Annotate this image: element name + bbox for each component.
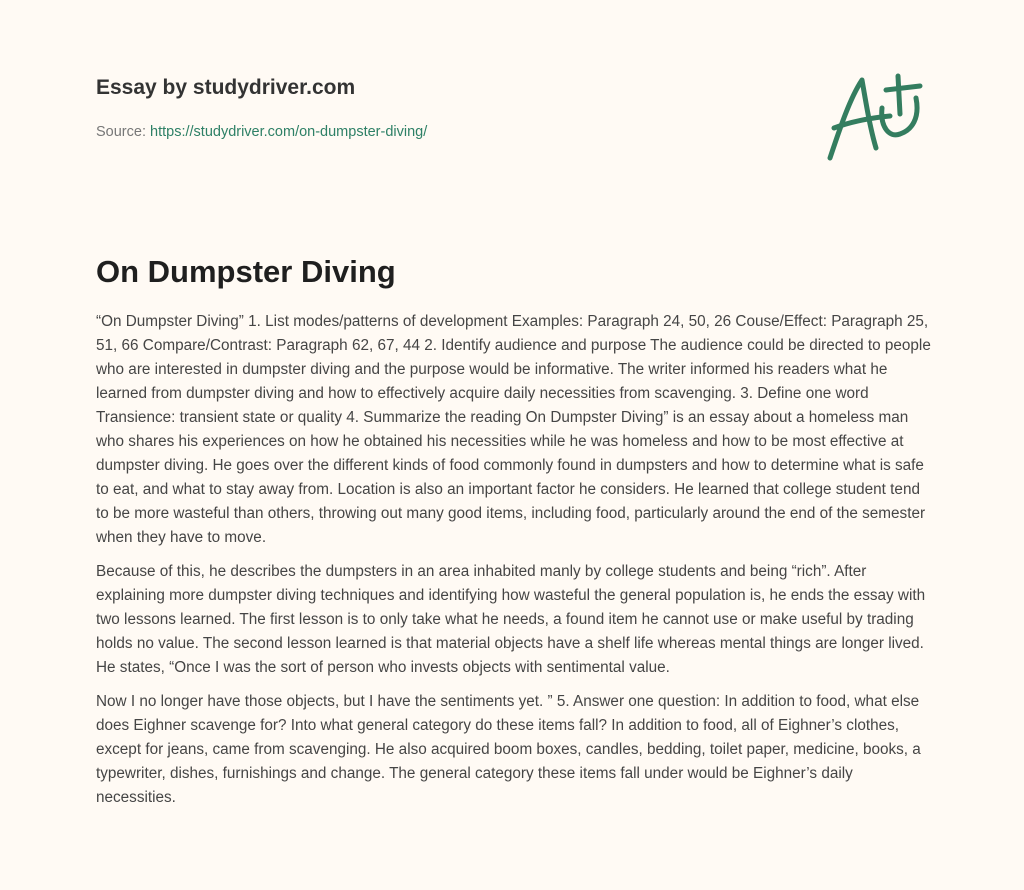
article-body [96,310,932,820]
a-plus-logo-icon [820,68,930,168]
source-line [96,124,427,140]
source-label: Source: [96,124,146,140]
site-title: Essay by studydriver.com [96,76,356,99]
source-link[interactable]: https://studydriver.com/on-dumpster-diving/ [150,124,428,140]
article-title: On Dumpster Diving [96,254,396,289]
article-paragraph: Now I no longer have those objects, but I have the sentiments yet. ” 5. Answer one question: In addition to food, what else does Eighner scavenge for? Into what general category do these items fall? In addition to food, all of Eighner’s clothes, except for jeans, came from scavenging. He also acquired boom boxes, candles, bedding, toilet paper, medicine, books, a typewriter, dishes, furnishings and change. The general category these items fall under would be Eighner’s daily necessities. [96,693,921,806]
article-paragraph: Because of this, he describes the dumpsters in an area inhabited manly by college students and being “rich”. After explaining more dumpster diving techniques and identifying how wasteful the general population is, he ends the essay with two lessons learned. The first lesson is to only take what he needs, a found item he cannot use or make useful by trading holds no value. The second lesson learned is that material objects have a shelf life whereas mental things are longer lived. He states, “Once I was the sort of person who invests objects with sentimental value. [96,563,926,676]
page-header [0,0,1024,220]
article-paragraph: “On Dumpster Diving” 1. List modes/patterns of development Examples: Paragraph 24, 50, 26 Couse/Effect: Paragraph 25, 51, 66 Compare/Contrast: Paragraph 62, 67, 44 2. Identify audience and purpose The audience could be directed to people who are interested in dumpster diving and the purpose would be informative. The writer informed his readers what he learned from dumpster diving and how to effectively acquire daily necessities from scavenging. 3. Define one word Transience: transient state or quality 4. Summarize the reading On Dumpster Diving” is an essay about a homeless man who shares his experiences on how he obtained his necessities while he was homeless and how to be most effective at dumpster diving. He goes over the different kinds of food commonly found in dumpsters and how to determine what is safe to eat, and what to stay away from. Location is also an important factor he considers. He learned that college student tend to be more wasteful than others, throwing out many good items, including food, particularly around the end of the semester when they have to move. [96,313,931,546]
